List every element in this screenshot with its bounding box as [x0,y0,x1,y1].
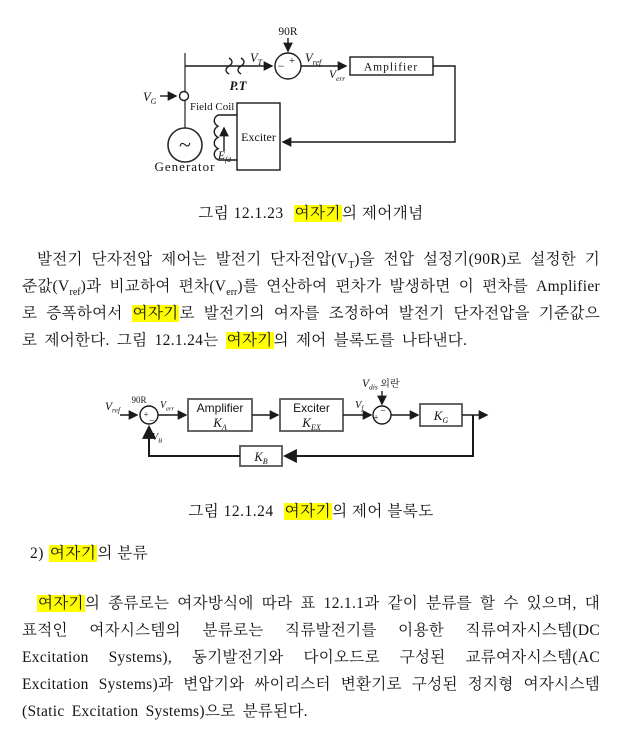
plus-sign: + [288,55,296,67]
minus-sign: − [380,405,386,417]
label-90r-setter: 90R [278,26,298,38]
caption-suffix: 의 제어 블록도 [332,503,434,520]
label-pt: P.T [229,79,247,93]
exciter-label: Exciter [293,401,330,415]
paragraph-terminal-voltage-control: 발전기 단자전압 제어는 발전기 단자전압$(V_T)$을 전압 설정기(90R)로 설정한 기준값$(V_{ref})$과 비교하여 편차$(V_{err})$를 연산하여 편차가 발생하면 이 편차를 Amplifier로 증폭하여서 여자기로 발전기의 여자를 조정하여 발전기 단자전압을 기준값으로 제어한다. 그림 12.1.24는 여자기의 제어 블록도를 나타낸다. [22,251,600,349]
label-vf: $V_f$ [355,400,364,413]
figure-caption-12-1-23 [0,204,622,224]
label-90r: 90R [131,395,147,405]
label-vref: $V_{ref}$ [105,401,121,415]
minus-sign: − [277,59,285,73]
caption-suffix: 의 제어개념 [342,205,424,222]
label-vt: $V_T$ [250,51,263,67]
label-vb: $V_B$ [152,432,163,445]
label-verr: $V_{err}$ [329,69,346,83]
label-vg: $V_G$ [143,90,157,106]
amplifier-label: Amplifier [196,401,244,415]
bus-tap-node [180,92,189,101]
label-ka: $K_A$ [213,415,227,432]
caption-highlight: 여자기 [284,503,332,520]
heading-highlight: 여자기 [49,545,97,562]
plus-sign: + [373,412,379,423]
figure-caption-12-1-24 [0,502,622,522]
caption-highlight: 여자기 [294,205,341,222]
minus-sign: − [149,415,155,427]
generator-sine-glyph: ~ [179,132,191,157]
label-generator: Generator [154,159,216,174]
label-kb: $K_B$ [254,450,268,466]
exciter-block-label: Exciter [241,130,276,144]
section-heading-classification [30,544,148,564]
heading-suffix: 의 분류 [97,545,149,562]
amplifier-block-label: Amplifier [363,61,419,74]
caption-prefix: 그림 12.1.24 [188,503,274,520]
heading-number: 2) [30,545,44,562]
caption-prefix: 그림 12.1.23 [198,205,284,222]
label-field-coil: Field Coil [190,101,235,113]
plus-sign: + [143,409,149,420]
label-kg: $K_G$ [433,408,449,425]
label-efd: $E_{fd}$ [218,150,231,164]
label-kex: $K_{EX}$ [302,415,321,432]
amplifier-to-exciter-line [283,66,455,142]
figure-excitation-control-block-diagram [0,375,622,487]
label-vdis-disturbance: $V_{dis}$ 외란 [362,378,400,392]
label-vref: $V_{ref}$ [305,51,322,67]
paragraph-exciter-classification: 여자기의 종류로는 여자방식에 따라 표 12.1.1과 같이 분류를 할 수 있으며, 대표적인 여자시스템의 분류로는 직류발전기를 이용한 직류여자시스템(DC Excitation Systems), 동기발전기와 다이오드로 구성된 교류여자시스템(AC Excitation Systems)과 변압기와 싸이리스터 변환기로 구성된 정지형 여자시스템(Static Excitation Systems)으로 분류된다. [22,595,600,720]
figure-excitation-control-concept [0,18,622,198]
label-verr: $V_{err}$ [160,400,175,413]
